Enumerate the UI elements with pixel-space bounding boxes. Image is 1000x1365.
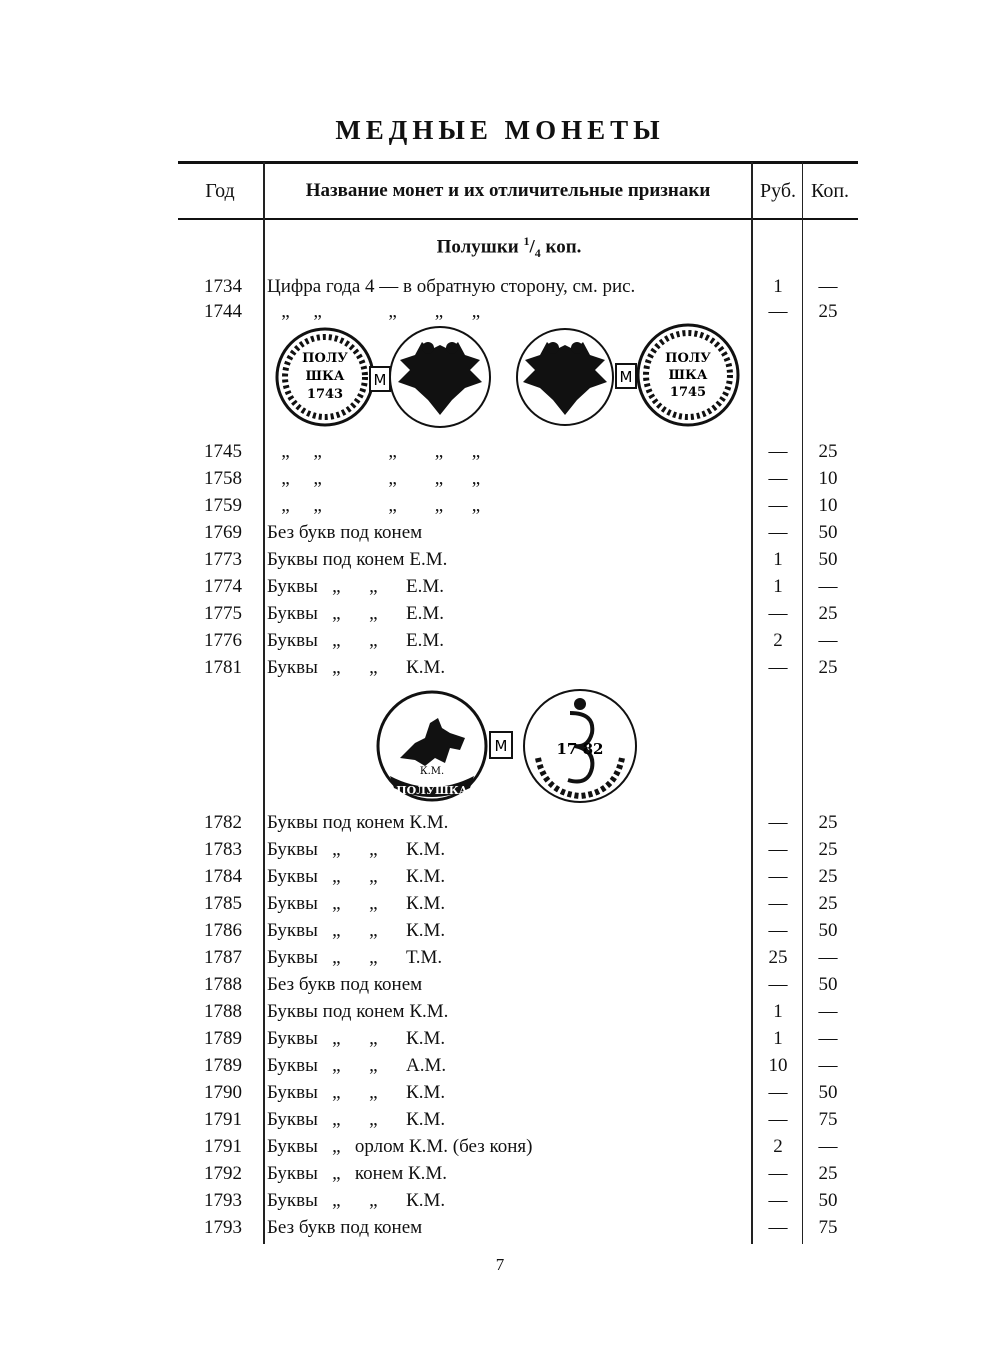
kop-cell: 50 (818, 974, 838, 995)
mint-mark: М (494, 737, 508, 755)
rub-cell: — (768, 839, 788, 860)
kop-cell: — (818, 576, 838, 597)
table-row (0, 630, 1000, 656)
description-cell: Буквы „ „ К.М. (267, 866, 446, 887)
kop-cell: — (818, 1055, 838, 1076)
rub-cell: — (768, 974, 788, 995)
description-cell: Цифра года 4 — в обратную сторону, см. рис. (267, 276, 636, 297)
description-cell: Без букв под конем (267, 522, 423, 543)
coin-text-line2: ШКА (668, 368, 708, 383)
kop-cell: 25 (818, 866, 838, 887)
kop-cell: — (818, 947, 838, 968)
year-cell: 1776 (204, 630, 242, 651)
year-cell: 1792 (204, 1163, 242, 1184)
rub-cell: — (768, 522, 788, 543)
year-cell: 1793 (204, 1217, 242, 1238)
rub-cell: — (768, 1109, 788, 1130)
year-cell: 1773 (204, 549, 242, 570)
table-row (0, 657, 1000, 683)
coin-illustration-1744-1745 (270, 320, 750, 435)
description-cell: „ „ „ „ „ (267, 441, 481, 462)
page-title: МЕДНЫЕ МОНЕТЫ (335, 115, 665, 145)
description-cell: Буквы „ конем К.М. (267, 1163, 448, 1184)
description-cell: Буквы под конем К.М. (267, 812, 449, 833)
year-cell: 1734 (204, 276, 242, 297)
crown-icon (574, 698, 586, 710)
rub-cell: — (768, 812, 788, 833)
coin-text-line1: ПОЛУ (302, 351, 348, 366)
description-cell: Без букв под конем (267, 974, 423, 995)
rub-cell: — (768, 1217, 788, 1238)
kop-cell: 50 (818, 920, 838, 941)
year-cell: 1784 (204, 866, 242, 887)
rub-cell: 1 (773, 1001, 783, 1022)
header-name: Название монет и их отличительные признаки (305, 180, 711, 201)
description-cell: Без букв под конем (267, 1217, 423, 1238)
description-cell: Буквы „ „ Е.М. (267, 576, 445, 597)
table-row (0, 866, 1000, 892)
year-cell: 1788 (204, 974, 242, 995)
description-cell: Буквы „ „ Т.М. (267, 947, 443, 968)
table-row (0, 468, 1000, 494)
year-cell: 1769 (204, 522, 242, 543)
table-row (0, 974, 1000, 1000)
coin-letters: К.М. (419, 766, 445, 777)
year-cell: 1782 (204, 812, 242, 833)
header-bottom-rule (178, 218, 858, 220)
year-cell: 1775 (204, 603, 242, 624)
table-row (0, 1217, 1000, 1243)
year-cell: 1744 (204, 301, 242, 322)
table-row (0, 549, 1000, 575)
fraction-denominator: 4 (534, 246, 541, 261)
year-cell: 1793 (204, 1190, 242, 1211)
section-label: Полушки (436, 236, 519, 258)
coin-text-line1: ПОЛУ (665, 351, 711, 366)
kop-cell: 25 (818, 812, 838, 833)
kop-cell: 75 (818, 1109, 838, 1130)
table-row (0, 920, 1000, 946)
kop-cell: 25 (818, 657, 838, 678)
description-cell: Буквы „ „ К.М. (267, 1109, 446, 1130)
kop-cell: 25 (818, 1163, 838, 1184)
table-row (0, 522, 1000, 548)
description-cell: Буквы „ „ К.М. (267, 1028, 446, 1049)
coin-text-line2: ШКА (305, 369, 345, 384)
kop-cell: 25 (818, 839, 838, 860)
description-cell: Буквы „ „ К.М. (267, 920, 446, 941)
coin-legend: ПОЛУШКА (396, 784, 468, 797)
table-row (0, 1136, 1000, 1162)
year-cell: 1785 (204, 893, 242, 914)
description-cell: Буквы „ орлом К.М. (без коня) (267, 1136, 533, 1157)
coin-illustration-1782 (370, 688, 650, 806)
table-row (0, 603, 1000, 629)
year-cell: 1759 (204, 495, 242, 516)
year-cell: 1787 (204, 947, 242, 968)
year-cell: 1745 (204, 441, 242, 462)
table-row (0, 276, 1000, 302)
rub-cell: 10 (768, 1055, 788, 1076)
description-cell: Буквы „ „ К.М. (267, 657, 446, 678)
rub-cell: — (768, 866, 788, 887)
double-headed-eagle-icon (390, 327, 490, 427)
year-cell: 1789 (204, 1028, 242, 1049)
section-unit: коп. (545, 236, 582, 258)
rub-cell: — (768, 1190, 788, 1211)
kop-cell: 25 (818, 441, 838, 462)
header-year: Год (205, 180, 235, 202)
kop-cell: 10 (818, 468, 838, 489)
rub-cell: — (768, 893, 788, 914)
kop-cell: 10 (818, 495, 838, 516)
kop-cell: 25 (818, 301, 838, 322)
table-row (0, 1001, 1000, 1027)
rub-cell: 25 (768, 947, 788, 968)
kop-cell: 50 (818, 1190, 838, 1211)
table-row (0, 576, 1000, 602)
table-row (0, 495, 1000, 521)
rub-cell: 1 (773, 276, 783, 297)
description-cell: Буквы „ „ К.М. (267, 1190, 446, 1211)
year-cell: 1783 (204, 839, 242, 860)
table-top-rule (178, 161, 858, 164)
table-row (0, 812, 1000, 838)
coin-1745-obverse (638, 325, 738, 425)
rub-cell: — (768, 603, 788, 624)
rub-cell: — (768, 1163, 788, 1184)
year-cell: 1774 (204, 576, 242, 597)
rub-cell: — (768, 468, 788, 489)
kop-cell: 25 (818, 603, 838, 624)
kop-cell: 50 (818, 549, 838, 570)
kop-cell: — (818, 1136, 838, 1157)
kop-cell: 50 (818, 522, 838, 543)
rub-cell: — (768, 1082, 788, 1103)
table-row (0, 1163, 1000, 1189)
table-row (0, 1109, 1000, 1135)
year-cell: 1791 (204, 1136, 242, 1157)
description-cell: Буквы „ „ К.М. (267, 1082, 446, 1103)
header-rub: Руб. (759, 180, 797, 202)
description-cell: Буквы „ „ Е.М. (267, 603, 445, 624)
rub-cell: 2 (773, 1136, 783, 1157)
header-kop: Коп. (810, 180, 850, 202)
rub-cell: 2 (773, 630, 783, 651)
table-row (0, 1190, 1000, 1216)
table-row (0, 893, 1000, 919)
kop-cell: — (818, 630, 838, 651)
rub-cell: 1 (773, 549, 783, 570)
double-headed-eagle-icon (517, 329, 613, 425)
year-cell: 1758 (204, 468, 242, 489)
rub-cell: — (768, 495, 788, 516)
description-cell: Буквы под конем Е.М. (267, 549, 448, 570)
rub-cell: 1 (773, 1028, 783, 1049)
description-cell: Буквы „ „ Е.М. (267, 630, 445, 651)
coin-year: 17 82 (556, 740, 604, 758)
section-heading: Полушки $^1/_4$ коп. (436, 234, 582, 261)
year-cell: 1791 (204, 1109, 242, 1130)
kop-cell: 25 (818, 893, 838, 914)
table-row (0, 441, 1000, 467)
description-cell: „ „ „ „ „ (267, 495, 481, 516)
kop-cell: 50 (818, 1082, 838, 1103)
rub-cell: — (768, 441, 788, 462)
coin-1744-obverse (277, 329, 373, 425)
year-cell: 1786 (204, 920, 242, 941)
horseman-coin-obverse (378, 692, 486, 800)
mint-mark: М (373, 371, 387, 389)
kop-cell: — (818, 276, 838, 297)
description-cell: Буквы под конем К.М. (267, 1001, 449, 1022)
table-row (0, 947, 1000, 973)
description-cell: „ „ „ „ „ (267, 301, 481, 322)
table-row (0, 1028, 1000, 1054)
year-cell: 1790 (204, 1082, 242, 1103)
coin-text-line3: 1745 (669, 385, 707, 400)
rub-cell: — (768, 920, 788, 941)
kop-cell: 75 (818, 1217, 838, 1238)
table-row (0, 839, 1000, 865)
description-cell: „ „ „ „ „ (267, 468, 481, 489)
mint-mark: М (619, 368, 633, 386)
fraction-numerator: 1 (523, 234, 530, 248)
page-number: 7 (495, 1255, 505, 1274)
kop-cell: — (818, 1028, 838, 1049)
rub-cell: 1 (773, 576, 783, 597)
description-cell: Буквы „ „ К.М. (267, 839, 446, 860)
year-cell: 1781 (204, 657, 242, 678)
rub-cell: — (768, 657, 788, 678)
coin-text-line3: 1743 (306, 387, 344, 402)
year-cell: 1789 (204, 1055, 242, 1076)
description-cell: Буквы „ „ А.М. (267, 1055, 447, 1076)
monogram-coin-reverse (524, 690, 636, 802)
year-cell: 1788 (204, 1001, 242, 1022)
description-cell: Буквы „ „ К.М. (267, 893, 446, 914)
rub-cell: — (768, 301, 788, 322)
table-row (0, 1055, 1000, 1081)
kop-cell: — (818, 1001, 838, 1022)
table-row (0, 1082, 1000, 1108)
